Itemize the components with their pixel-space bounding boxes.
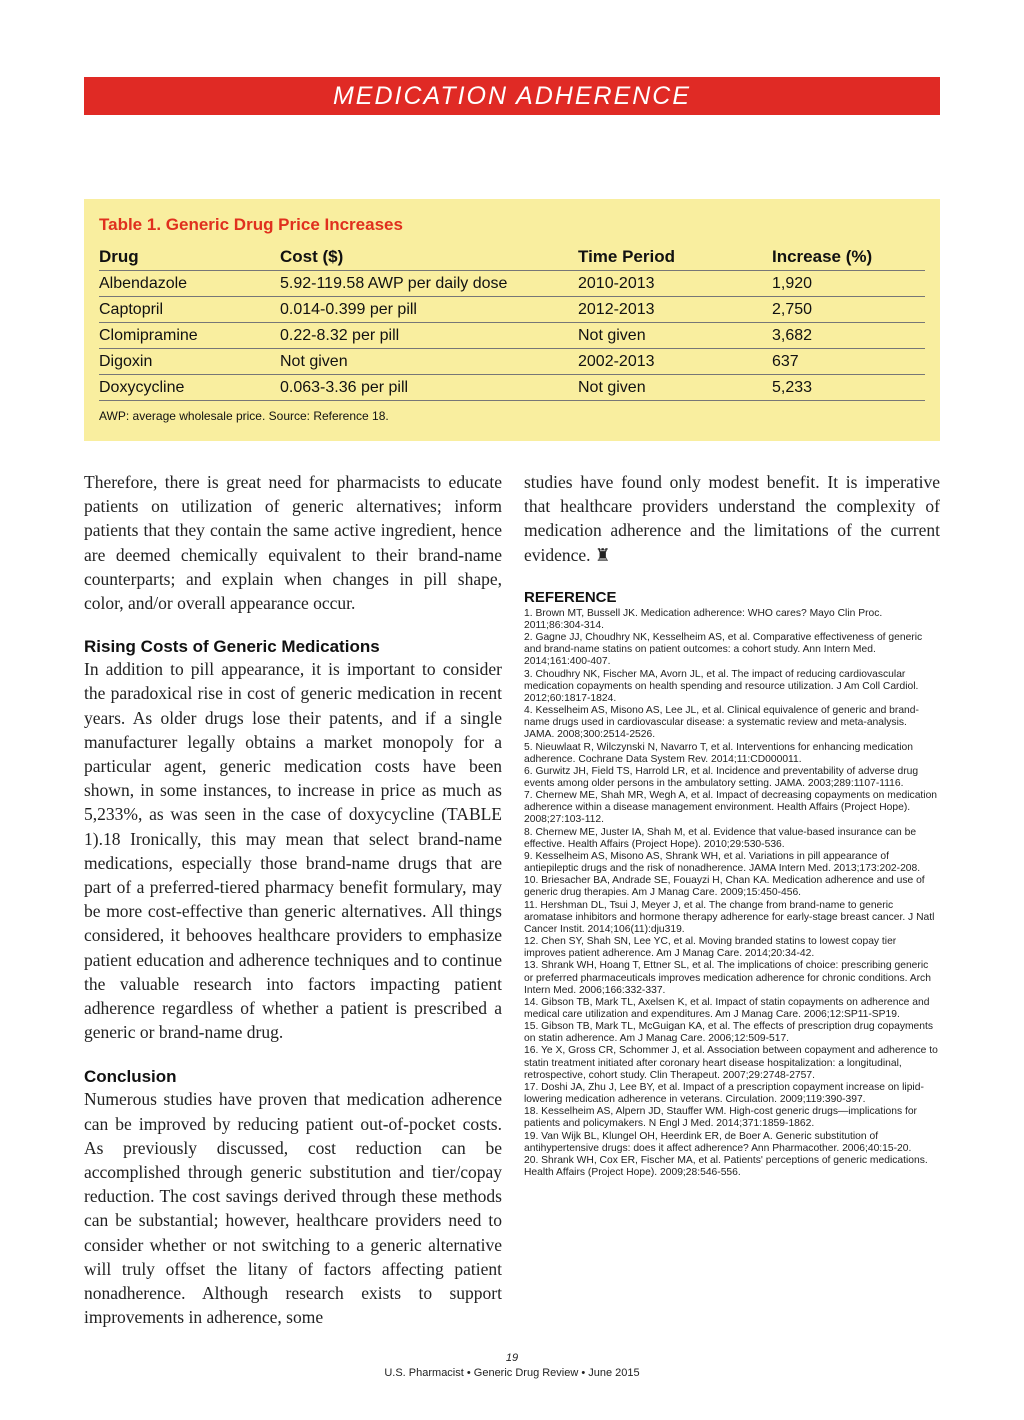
cell-cost: 0.014-0.399 per pill (280, 297, 578, 323)
col-header-time-period: Time Period (578, 247, 772, 271)
cell-time-period: Not given (578, 323, 772, 349)
reference-item: 15. Gibson TB, Mark TL, McGuigan KA, et al. The effects of prescription drug copayments on statin adherence. Am J Manag Care. 2006;12:509-517. (524, 1021, 934, 1045)
cell-time-period: 2002-2013 (578, 349, 772, 375)
cell-cost: 0.063-3.36 per pill (280, 375, 578, 401)
price-table-box (84, 199, 940, 441)
left-column (84, 470, 502, 1330)
cell-increase: 1,920 (772, 271, 925, 297)
conclusion-paragraph: Numerous studies have proven that medication adherence can be improved by reducing patient out-of-pocket costs. As previously discussed, cost reduction can be accomplished through generic substitution and tier/copay reduction. The cost savings derived through these methods can be substantial; however, healthcare providers need to consider whether or not switching to a generic alternative will truly offset the litany of factors affecting patient nonadherence. Although research exists to support improvements in adherence, some (84, 1089, 502, 1328)
reference-item: 20. Shrank WH, Cox ER, Fischer MA, et al. Patients' perceptions of generic medications. Health Affairs (Project Hope). 2009;28:546-556. (524, 1154, 928, 1178)
reference-item: 5. Nieuwlaat R, Wilczynski N, Navarro T, et al. Interventions for enhancing medication adherence. Cochrane Data System Rev. 2014;11:CD000011. (524, 741, 913, 765)
reference-item: 18. Kesselheim AS, Alpern JD, Stauffer WM. High-cost generic drugs—implications for patients and policymakers. N Engl J Med. 2014;371:1859-1862. (524, 1106, 917, 1130)
reference-item: 4. Kesselheim AS, Misono AS, Lee JL, et al. Clinical equivalence of generic and brand-name drugs used in cardiovascular disease: a systematic review and meta-analysis. JAMA. 2008;300:2514-2526. (524, 705, 919, 741)
reference-item: 14. Gibson TB, Mark TL, Axelsen K, et al. Impact of statin copayments on adherence and medical care utilization and expenditures. Am J Manag Care. 2006;12:SP11-SP19. (524, 996, 930, 1020)
table-row (99, 297, 925, 323)
conclusion-continued-paragraph: studies have found only modest benefit. It is imperative that healthcare providers understand the complexity of medication adherence and the limitations of the current evidence. ♜ (524, 472, 940, 565)
table-row (99, 349, 925, 375)
intro-paragraph: Therefore, there is great need for pharmacists to educate patients on utilization of generic alternatives; inform patients that they contain the same active ingredient, hence are deemed chemically equivalent to their brand-name counterparts; and explain when changes in pill shape, color, and/or overall appearance occur. (84, 472, 502, 614)
cell-increase: 5,233 (772, 375, 925, 401)
cell-drug: Doxycycline (99, 375, 280, 401)
section-banner: MEDICATION ADHERENCE (84, 77, 940, 115)
reference-item: 9. Kesselheim AS, Misono AS, Shrank WH, et al. Variations in pill appearance of antiepileptic drugs and the risk of nonadherence. JAMA Intern Med. 2013;173:202-208. (524, 850, 921, 875)
cell-cost: 0.22-8.32 per pill (280, 323, 578, 349)
reference-item: 17. Doshi JA, Zhu J, Lee BY, et al. Impact of a prescription copayment increase on lipid-lowering medication adherence in veterans. Circulation. 2009;119:390-397. (524, 1081, 924, 1106)
right-column (524, 470, 940, 1179)
reference-item: 10. Briesacher BA, Andrade SE, Fouayzi H, Chan KA. Medication adherence and use of generic drug therapies. Am J Manag Care. 2009;15:450-456. (524, 875, 925, 899)
cell-drug: Clomipramine (99, 323, 280, 349)
reference-item: 2. Gagne JJ, Choudhry NK, Kesselheim AS, et al. Comparative effectiveness of generic and brand-name statins on patient outcomes: a cohort study. Ann Intern Med. 2014;161:400-407. (524, 632, 923, 668)
reference-item: 3. Choudhry NK, Fischer MA, Avorn JL, et al. The impact of reducing cardiovascular medication copayments on health spending and resource utilization. J Am Coll Cardiol. 2012;60:1817-1824. (524, 668, 919, 704)
cell-increase: 637 (772, 349, 925, 375)
cell-drug: Digoxin (99, 349, 280, 375)
cell-drug: Captopril (99, 297, 280, 323)
col-header-drug: Drug (99, 247, 280, 271)
cell-time-period: 2010-2013 (578, 271, 772, 297)
cell-drug: Albendazole (99, 271, 280, 297)
table-row (99, 375, 925, 401)
col-header-increase: Increase (%) (772, 247, 925, 271)
reference-item: 7. Chernew ME, Shah MR, Wegh A, et al. Impact of decreasing copayments on medication adherence within a disease management environment. Health Affairs (Project Hope). 2008;27:103-112. (524, 790, 938, 826)
reference-item: 12. Chen SY, Shah SN, Lee YC, et al. Moving branded statins to lowest copay tier improves patient adherence. Am J Manag Care. 2014;20:34-42. (524, 936, 897, 960)
cell-cost: 5.92-119.58 AWP per daily dose (280, 271, 578, 297)
cell-cost: Not given (280, 349, 578, 375)
table-title: Table 1. Generic Drug Price Increases (99, 215, 403, 234)
table-header-row (99, 247, 925, 271)
page-number: 19 (505, 1352, 519, 1364)
section-heading-conclusion: Conclusion (84, 1067, 177, 1087)
rising-costs-paragraph: In addition to pill appearance, it is important to consider the paradoxical rise in cost of generic medication in recent years. As older drugs lose their patents, and if a single manufacturer legally obtains a market monopoly for a particular agent, generic medication costs have been shown, in some instances, to increase in price as much as 5,233%, as was seen in the case of doxycycline (TABLE 1).18 Ironically, this may mean that select brand-name medications, especially those brand-name drugs that are part of a preferred-tiered pharmacy benefit formulary, may be more cost-effective than generic alternatives. All things considered, it behooves healthcare providers to emphasize patient education and adherence techniques and to continue the valuable research into factors impacting patient adherence regardless of whether a patient is prescribed a generic or brand-name drug. (84, 659, 502, 1043)
table-row (99, 323, 925, 349)
publication-footer: U.S. Pharmacist • Generic Drug Review • June 2015 (384, 1367, 640, 1379)
price-table (99, 247, 925, 401)
col-header-cost: Cost ($) (280, 247, 578, 271)
table-row (99, 271, 925, 297)
cell-time-period: Not given (578, 375, 772, 401)
reference-item: 8. Chernew ME, Juster IA, Shah M, et al. Evidence that value-based insurance can be effective. Health Affairs (Project Hope). 2010;29:530-536. (524, 826, 917, 850)
table-footnote: AWP: average wholesale price. Source: Reference 18. (99, 409, 389, 423)
section-heading-rising-costs: Rising Costs of Generic Medications (84, 637, 380, 657)
cell-increase: 2,750 (772, 297, 925, 323)
cell-increase: 3,682 (772, 323, 925, 349)
reference-item: 16. Ye X, Gross CR, Schommer J, et al. Association between copayment and adherence to statin treatment initiated after coronary heart disease hospitalization: a longitudinal, retrospective, cohort study. Clin Therapeut. 2007;29:2748-2757. (524, 1045, 938, 1081)
references-heading: REFERENCE (524, 588, 617, 606)
reference-item: 11. Hershman DL, Tsui J, Meyer J, et al. The change from brand-name to generic aromatase inhibitors and hormone therapy adherence for early-stage breast cancer. J Natl Cancer Instit. 2014;106(11):dju319. (524, 899, 935, 935)
reference-item: 1. Brown MT, Bussell JK. Medication adherence: WHO cares? Mayo Clin Proc. 2011;86:304-314. (524, 607, 883, 631)
reference-item: 6. Gurwitz JH, Field TS, Harrold LR, et al. Incidence and preventability of adverse drug events among older persons in the ambulatory setting. JAMA. 2003;289:1107-1116. (524, 765, 919, 789)
reference-list (524, 608, 940, 1179)
reference-item: 13. Shrank WH, Hoang T, Ettner SL, et al. The implications of choice: prescribing generic or preferred pharmaceuticals improves medication adherence for chronic conditions. Arch Intern Med. 2006;166:332-337. (524, 960, 931, 996)
reference-item: 19. Van Wijk BL, Klungel OH, Heerdink ER, de Boer A. Generic substitution of antihypertensive drugs: does it affect adherence? Ann Pharmacother. 2006;40:15-20. (524, 1130, 912, 1154)
cell-time-period: 2012-2013 (578, 297, 772, 323)
